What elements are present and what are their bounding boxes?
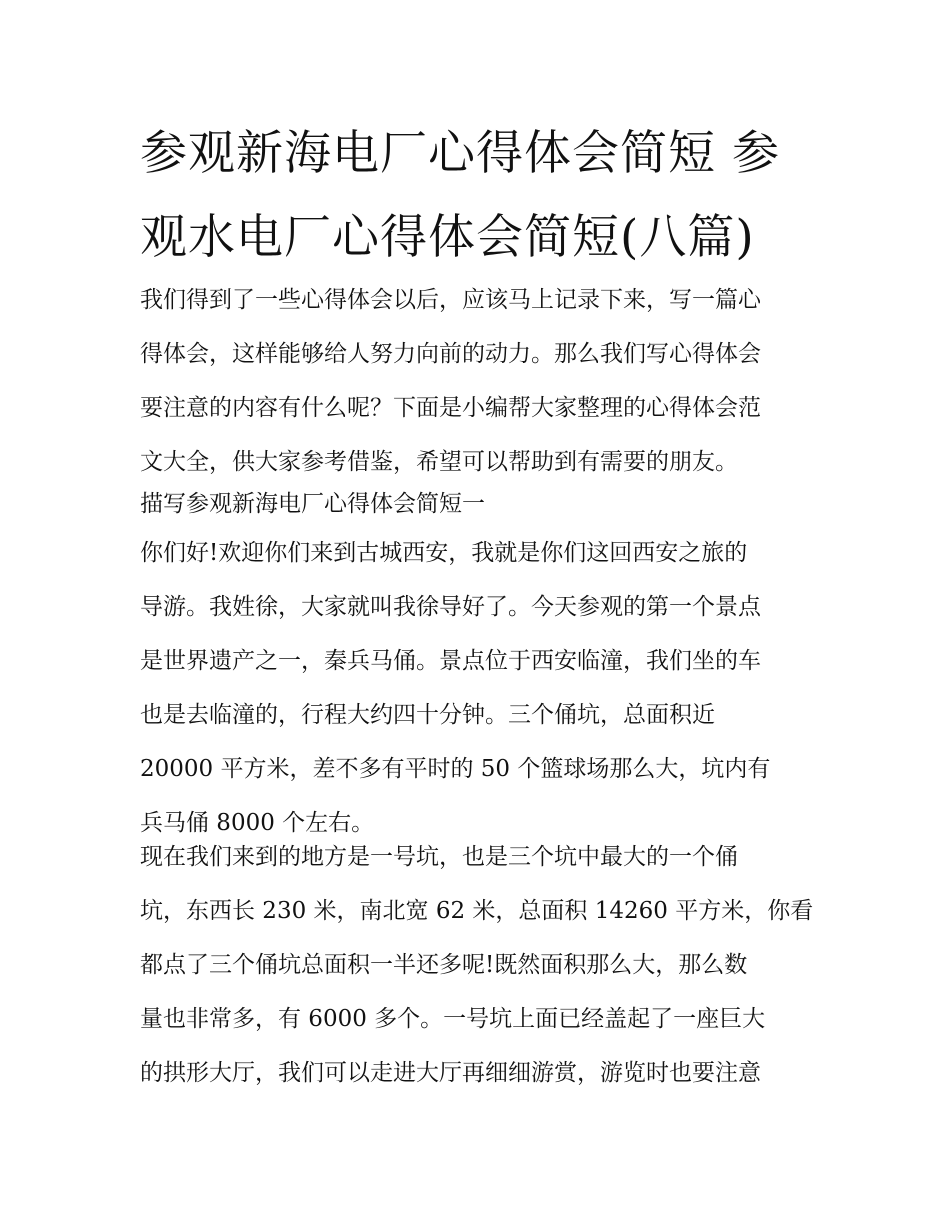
intro-line: 文大全，供大家参考借鉴，希望可以帮助到有需要的朋友。 [140, 449, 738, 475]
paragraph-line: 是世界遗产之一，秦兵马俑。景点位于西安临潼，我们坐的车 [140, 648, 761, 674]
paragraph-line: 导游。我姓徐，大家就叫我徐导好了。今天参观的第一个景点 [140, 594, 761, 620]
paragraph-pit-one [140, 830, 820, 1100]
paragraph-line: 的拱形大厅，我们可以走进大厅再细细游赏，游览时也要注意 [140, 1060, 761, 1086]
paragraph-line: 你们好!欢迎你们来到古城西安，我就是你们这回西安之旅的 [140, 540, 748, 566]
title-line: 参观新海电厂心得体会简短 参 [140, 126, 780, 181]
paragraph-line: 坑，东西长 230 米，南北宽 62 米，总面积 14260 平方米，你看 [140, 898, 814, 924]
paragraph-line: 兵马俑 8000 个左右。 [140, 810, 375, 836]
title-line: 观水电厂心得体会简短(八篇) [140, 210, 755, 265]
paragraph-line: 现在我们来到的地方是一号坑，也是三个坑中最大的一个俑 [140, 844, 738, 870]
paragraph-line: 20000 平方米，差不多有平时的 50 个篮球场那么大，坑内有 [140, 756, 771, 782]
section-heading-text: 描写参观新海电厂心得体会简短一 [140, 491, 485, 517]
intro-paragraph [140, 273, 820, 489]
intro-line: 要注意的内容有什么呢？下面是小编帮大家整理的心得体会范 [140, 395, 761, 421]
paragraph-line: 量也非常多，有 6000 多个。一号坑上面已经盖起了一座巨大 [140, 1006, 766, 1032]
document-title [140, 112, 820, 280]
paragraph-line: 也是去临潼的，行程大约四十分钟。三个俑坑，总面积近 [140, 702, 715, 728]
intro-line: 我们得到了一些心得体会以后，应该马上记录下来，写一篇心 [140, 287, 761, 313]
paragraph-line: 都点了三个俑坑总面积一半还多呢!既然面积那么大，那么数 [140, 952, 748, 978]
paragraph-guide-intro [140, 526, 820, 850]
intro-line: 得体会，这样能够给人努力向前的动力。那么我们写心得体会 [140, 341, 761, 367]
section-heading [140, 477, 820, 531]
